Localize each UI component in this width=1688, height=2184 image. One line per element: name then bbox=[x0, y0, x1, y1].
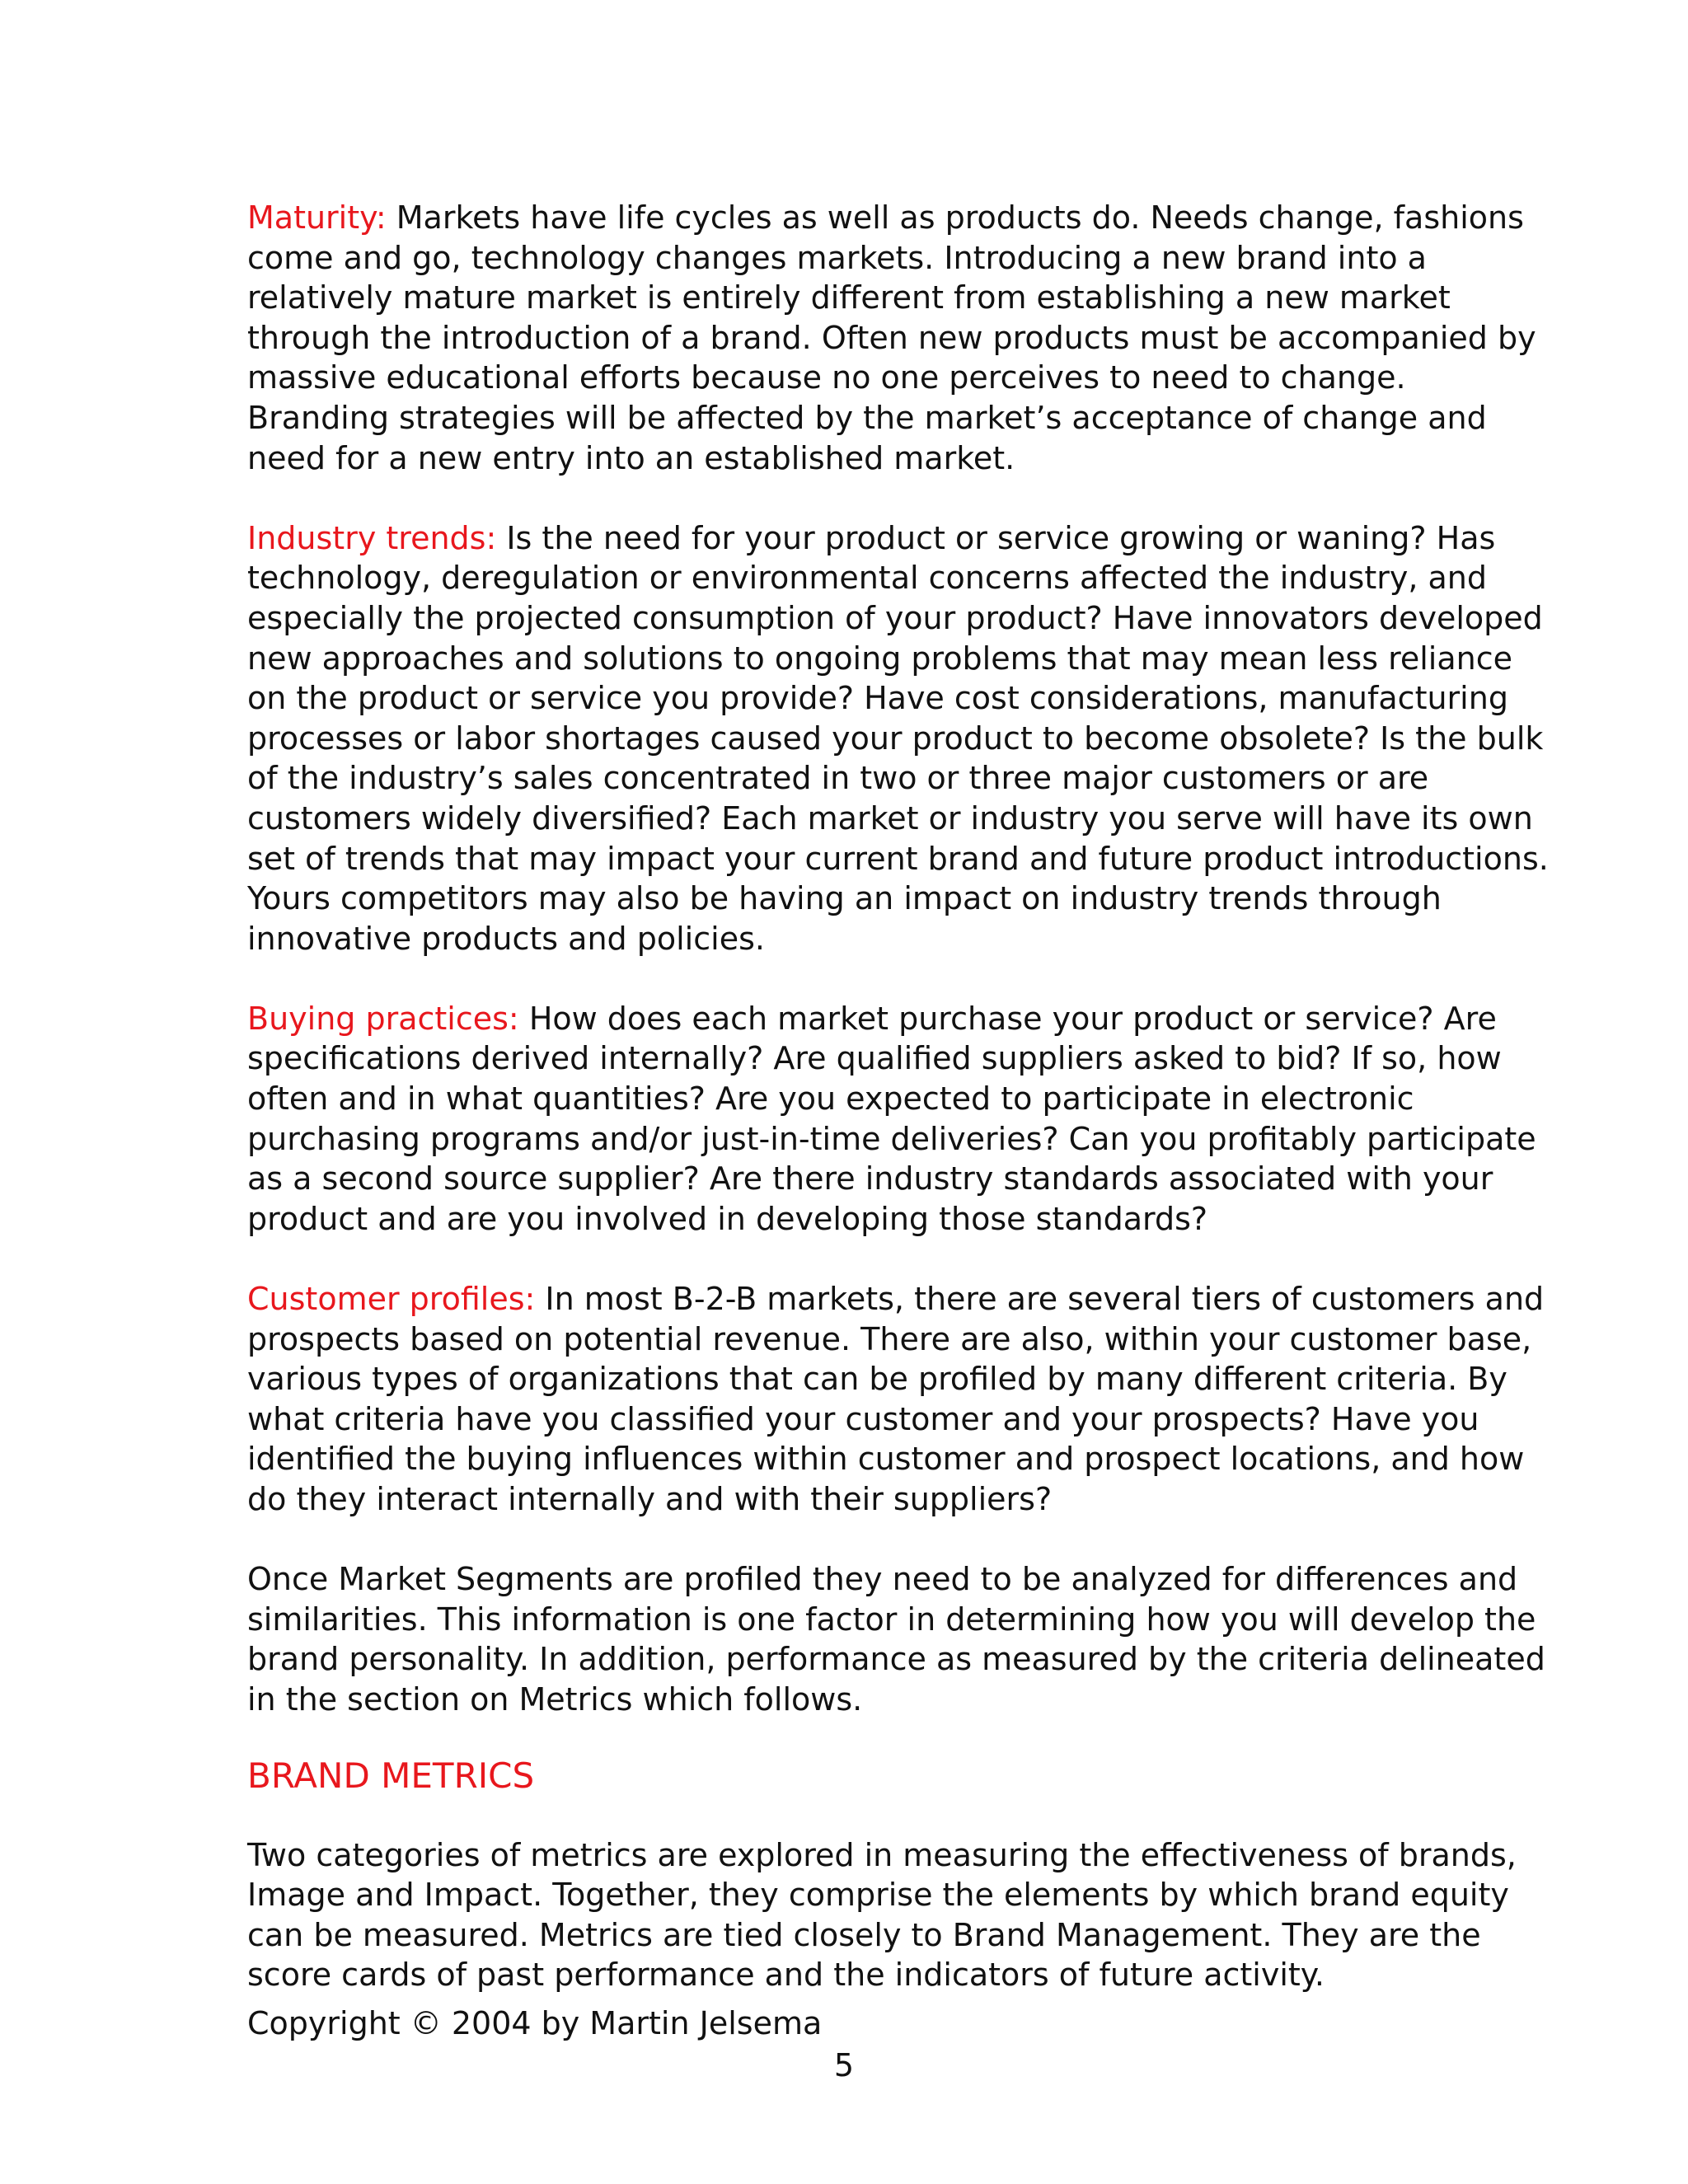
customer-profiles-paragraph bbox=[247, 1279, 1550, 1520]
buying-practices-label: Buying practices: bbox=[247, 1000, 519, 1037]
brand-metrics-paragraph: Two categories of metrics are explored in measuring the effectiveness of brands, Image and Impact. Together, they comprise the elements by which brand equity can be measured. Metrics are tied closely to Brand Management. They are the score cards of past performance and the indicators of future activity. bbox=[247, 1836, 1517, 1994]
copyright-notice: Copyright © 2004 by Martin Jelsema bbox=[247, 2005, 823, 2041]
maturity-text: Markets have life cycles as well as products do. Needs change, fashions come and go, technology changes markets. Introducing a new brand into a relatively mature market is entirely different from establishing a new market through the introduction of a brand. Often new products must be accompanied by massive educational efforts because no one perceives to need to change. Branding strategies will be affected by the market’s acceptance of change and need for a new entry into an established market. bbox=[247, 199, 1536, 476]
document-page bbox=[247, 198, 1550, 2036]
customer-profiles-label: Customer profiles: bbox=[247, 1281, 536, 1318]
segments-paragraph: Once Market Segments are profiled they need to be analyzed for differences and similarities. This information is one factor in determining how you will develop the brand personality. In addition, performance as measured by the criteria delineated in the section on Metrics which follows. bbox=[247, 1561, 1545, 1718]
brand-metrics-heading: BRAND METRICS bbox=[247, 1755, 535, 1796]
buying-practices-paragraph bbox=[247, 999, 1550, 1240]
maturity-paragraph bbox=[247, 198, 1550, 478]
page-number: 5 bbox=[833, 2047, 855, 2083]
maturity-label: Maturity: bbox=[247, 199, 387, 236]
industry-trends-text: Is the need for your product or service growing or waning? Has technology, deregulation or environmental concerns affected the industry, and especially the projected consumption of your product? Have innovators developed new approaches and solutions to ongoing problems that may mean less reliance on the product or service you provide? Have cost considerations, manufacturing processes or labor shortages caused your product to become obsolete? Is the bulk of the industry’s sales concentrated in two or three major customers or are customers widely diversified? Each market or industry you serve will have its own set of trends that may impact your current brand and future product introductions. Yours competitors may also be having an impact on industry trends through innovative products and policies. bbox=[247, 519, 1549, 957]
customer-profiles-text: In most B-2-B markets, there are several tiers of customers and prospects based on potential revenue. There are also, within your customer base, various types of organizations that can be profiled by many different criteria. By what criteria have you classified your customer and your prospects? Have you identified the buying influences within customer and prospect locations, and how do they interact internally and with their suppliers? bbox=[247, 1281, 1545, 1517]
industry-trends-label: Industry trends: bbox=[247, 519, 497, 556]
industry-trends-paragraph bbox=[247, 518, 1550, 959]
buying-practices-text: How does each market purchase your product or service? Are specifications derived internally? Are qualified suppliers asked to bid? If so, how often and in what quantities? Are you expected to participate in electronic purchasing programs and/or just-in-time deliveries? Can you profitably participate as a second source supplier? Are there industry standards associated with your product and are you involved in developing those standards? bbox=[247, 1000, 1536, 1237]
